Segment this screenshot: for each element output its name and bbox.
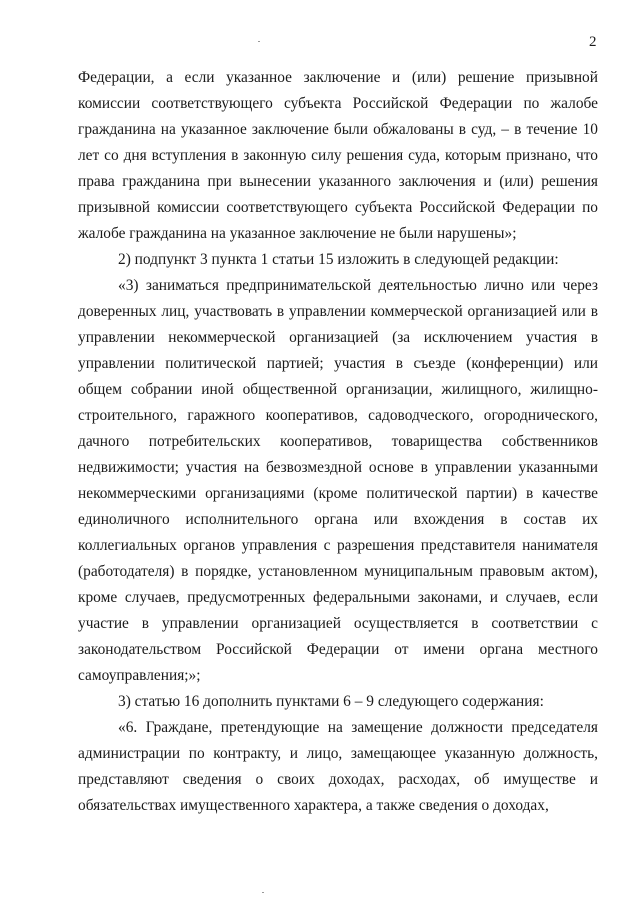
scan-speck (258, 41, 260, 42)
paragraph-item-2: 2) подпункт 3 пункта 1 статьи 15 изложить в следующей редакции: (118, 251, 559, 268)
paragraph-quote-3: «3) заниматься предпринимательской деятельностью лично или через доверенных лиц, участвовать в управлении коммерческой организацией или в управлении некоммерческой организацией (за исключением участия в управлении политической партией; участия в съезде (конференции) или общем собрании иной общественной организации, жилищного, жилищно-строительного, гаражного кооперативов, садоводческого, огороднического, дачного потребительских кооперативов, товарищества собственников недвижимости; участия на безвозмездной основе в управлении указанными некоммерческими организациями (кроме политической партии) в качестве единоличного исполнительного органа или вхождения в состав их коллегиальных органов управления с разрешения представителя нанимателя (работодателя) в порядке, установленном муниципальным правовым актом), кроме случаев, предусмотренных федеральными законами, и случаев, если участие в управлении организацией осуществляется в соответствии с законодательством Российской Федерации от имени органа местного самоуправления;»; (78, 277, 598, 684)
page-number: 2 (589, 34, 597, 50)
paragraph-item-3: 3) статью 16 дополнить пунктами 6 – 9 следующего содержания: (118, 693, 544, 710)
document-body (78, 65, 598, 819)
scan-speck (262, 892, 264, 893)
paragraph-quote-6: «6. Граждане, претендующие на замещение должности председателя администрации по контракту, и лицо, замещающее указанную должность, представляют сведения о своих доходах, расходах, об имуществе и обязательствах имущественного характера, а также сведения о доходах, (78, 719, 598, 814)
paragraph-continuation: Федерации, а если указанное заключение и (или) решение призывной комиссии соответствующего субъекта Российской Федерации по жалобе гражданина на указанное заключение были обжалованы в суд, – в течение 10 лет со дня вступления в законную силу решения суда, которым признано, что права гражданина при вынесении указанного заключения и (или) решения призывной комиссии соответствующего субъекта Российской Федерации по жалобе гражданина на указанное заключение не были нарушены»; (78, 69, 598, 242)
